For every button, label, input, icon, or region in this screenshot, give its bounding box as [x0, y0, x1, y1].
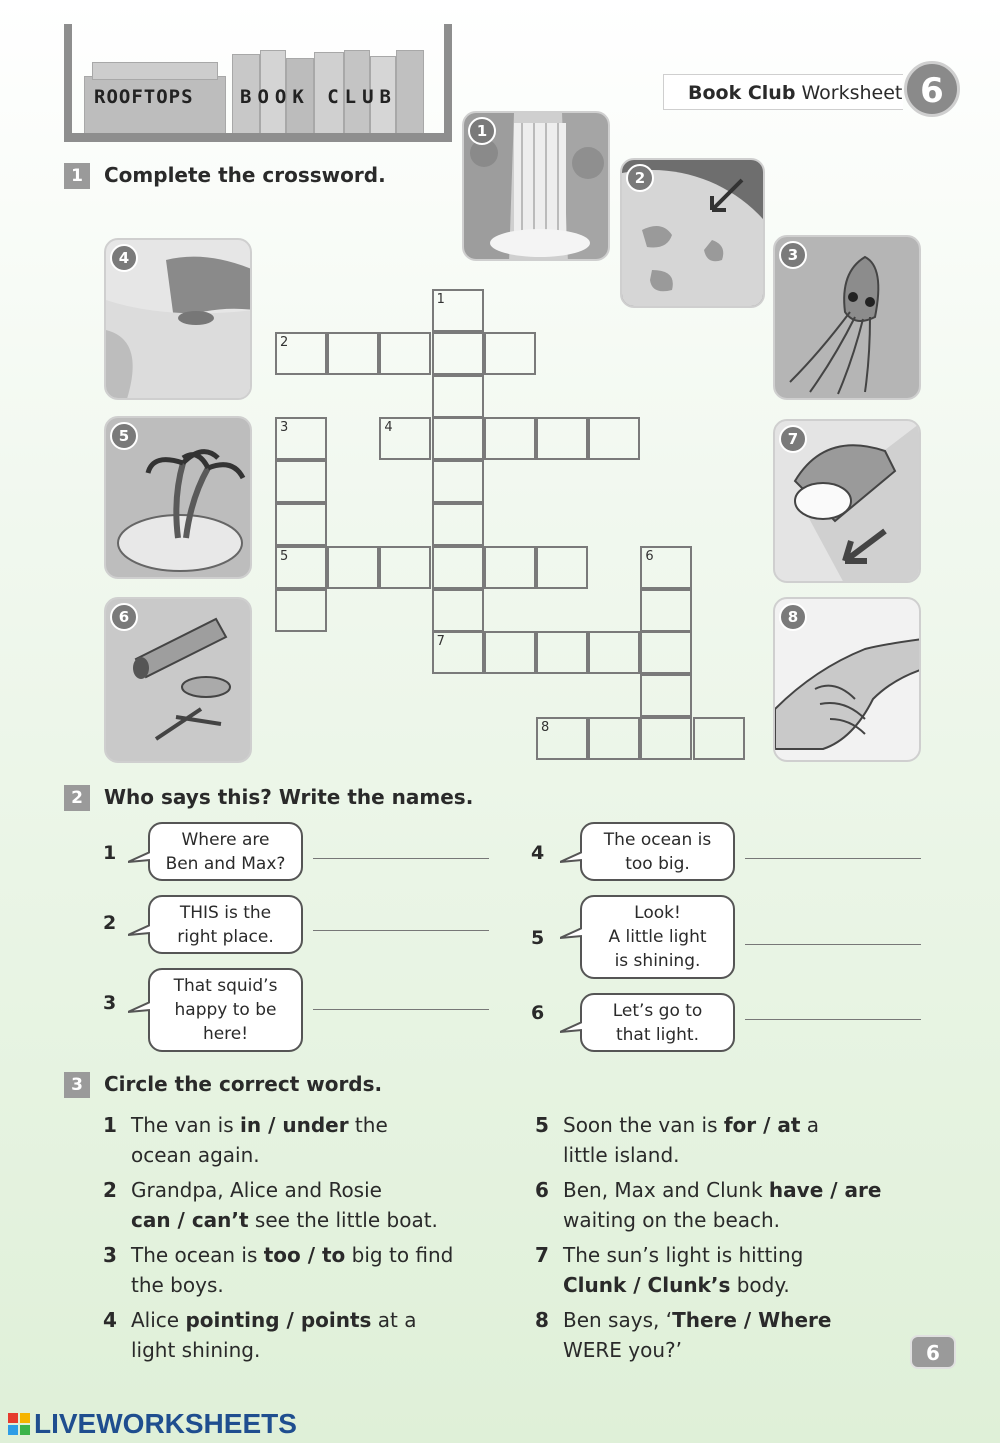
speech-item-number: 2 — [103, 912, 117, 934]
crossword-cell[interactable] — [379, 546, 431, 589]
crossword-cell[interactable] — [640, 631, 692, 674]
picture-island — [104, 416, 252, 579]
crossword-cell[interactable] — [275, 417, 327, 460]
speech-item-number: 4 — [531, 842, 545, 864]
speech-bubble-tail — [560, 928, 582, 942]
crossword-cell[interactable] — [536, 631, 588, 674]
crossword-cell[interactable] — [640, 546, 692, 589]
option-b[interactable]: at — [777, 1113, 801, 1137]
logo-rooftops: ROOFTOPS — [94, 86, 194, 108]
answer-line[interactable] — [745, 944, 921, 945]
circle-item-6: 6 Ben, Max and Clunk have / are waiting on the beach. — [535, 1178, 882, 1232]
picture-waterfall — [462, 111, 610, 261]
option-b[interactable]: Clunk’s — [647, 1273, 731, 1297]
picture-badge: 6 — [110, 603, 138, 631]
answer-line[interactable] — [313, 858, 489, 859]
speech-bubble-tail — [128, 925, 150, 939]
crossword-cell[interactable] — [484, 332, 536, 375]
crossword-cell[interactable] — [432, 546, 484, 589]
circle-item-7: 7 The sun’s light is hitting Clunk / Clunk’s body. — [535, 1243, 804, 1297]
speech-bubble: Let’s go to that light. — [580, 993, 735, 1052]
option-a[interactable]: have — [768, 1178, 824, 1202]
circle-item-3: 3 The ocean is too / to big to find the boys. — [103, 1243, 454, 1297]
crossword-cell[interactable] — [275, 546, 327, 589]
speech-bubble-tail — [128, 852, 150, 866]
crossword-cell[interactable] — [327, 332, 379, 375]
crossword-cell[interactable] — [588, 717, 640, 760]
circle-item-5: 5 Soon the van is for / at a little island. — [535, 1113, 820, 1167]
circle-item-4: 4 Alice pointing / points at a light shining. — [103, 1308, 417, 1362]
option-b[interactable]: can’t — [191, 1208, 249, 1232]
worksheet-label: Book Club Worksheet — [663, 74, 903, 110]
crossword-cell[interactable] — [379, 417, 431, 460]
section-3-number: 3 — [64, 1072, 90, 1098]
logo-book-club: BOOK CLUB — [240, 86, 397, 108]
clue-number: 5 — [280, 548, 289, 564]
picture-badge: 4 — [110, 244, 138, 272]
crossword-cell[interactable] — [432, 289, 484, 332]
section-1-number: 1 — [64, 163, 90, 189]
option-a[interactable]: in — [240, 1113, 262, 1137]
crossword-cell[interactable] — [640, 717, 692, 760]
option-b[interactable]: to — [322, 1243, 346, 1267]
speech-bubble: Where are Ben and Max? — [148, 822, 303, 881]
speech-bubble: That squid’s happy to be here! — [148, 968, 303, 1052]
crossword-cell[interactable] — [588, 417, 640, 460]
crossword-cell[interactable] — [588, 631, 640, 674]
answer-line[interactable] — [745, 858, 921, 859]
crossword-cell[interactable] — [640, 674, 692, 717]
option-b[interactable]: Where — [758, 1308, 832, 1332]
crossword-cell[interactable] — [327, 546, 379, 589]
worksheet-number-badge: 6 — [904, 61, 960, 117]
answer-line[interactable] — [313, 1009, 489, 1010]
crossword-cell[interactable] — [432, 375, 484, 418]
option-a[interactable]: can — [131, 1208, 171, 1232]
option-a[interactable]: Clunk — [563, 1273, 627, 1297]
crossword-cell[interactable] — [640, 589, 692, 632]
option-b[interactable]: under — [282, 1113, 349, 1137]
speech-item-number: 3 — [103, 992, 117, 1014]
clue-number: 4 — [384, 420, 393, 436]
liveworksheets-logo[interactable]: LIVEWORKSHEETS — [8, 1408, 297, 1440]
clue-number: 6 — [645, 548, 654, 564]
option-a[interactable]: for — [723, 1113, 757, 1137]
option-a[interactable]: pointing — [185, 1308, 280, 1332]
circle-item-8: 8 Ben says, ‘There / Where WERE you?’ — [535, 1308, 832, 1362]
circle-item-2: 2 Grandpa, Alice and Rosie can / can’t see the little boat. — [103, 1178, 438, 1232]
speech-item-number: 1 — [103, 842, 117, 864]
page-number: 6 — [910, 1335, 956, 1369]
picture-badge: 7 — [779, 425, 807, 453]
picture-squid — [773, 235, 921, 400]
option-a[interactable]: There — [672, 1308, 737, 1332]
liveworksheets-icon — [8, 1413, 30, 1435]
picture-pipe-coin-screws — [104, 597, 252, 763]
crossword-cell[interactable] — [432, 503, 484, 546]
crossword-cell[interactable] — [693, 717, 745, 760]
answer-line[interactable] — [313, 930, 489, 931]
clue-number: 1 — [436, 292, 445, 307]
picture-lamp — [773, 419, 921, 583]
picture-hands — [773, 597, 921, 762]
crossword-cell[interactable] — [536, 546, 588, 589]
picture-badge: 2 — [626, 164, 654, 192]
crossword-cell[interactable] — [536, 417, 588, 460]
option-a[interactable]: too — [263, 1243, 301, 1267]
section-2-number: 2 — [64, 785, 90, 811]
speech-bubble: The ocean is too big. — [580, 822, 735, 881]
speech-item-number: 5 — [531, 927, 545, 949]
circle-item-1: 1 The van is in / under the ocean again. — [103, 1113, 388, 1167]
crossword-cell[interactable] — [432, 589, 484, 632]
picture-earth — [620, 158, 765, 308]
crossword-cell[interactable] — [275, 460, 327, 503]
crossword-cell[interactable] — [484, 417, 536, 460]
speech-item-number: 6 — [531, 1002, 545, 1024]
picture-badge: 3 — [779, 241, 807, 269]
picture-badge: 8 — [779, 603, 807, 631]
crossword-cell[interactable] — [536, 717, 588, 760]
crossword-cell[interactable] — [432, 417, 484, 460]
speech-bubble: THIS is the right place. — [148, 895, 303, 954]
clue-number: 8 — [541, 720, 550, 735]
clue-number: 7 — [436, 634, 445, 650]
picture-badge: 1 — [468, 117, 496, 145]
crossword-cell[interactable] — [432, 460, 484, 503]
option-b[interactable]: points — [300, 1308, 372, 1332]
crossword-cell[interactable] — [484, 546, 536, 589]
picture-badge: 5 — [110, 422, 138, 450]
section-2-title: Who says this? Write the names. — [104, 785, 474, 809]
section-1-title: Complete the crossword. — [104, 163, 386, 187]
section-3-title: Circle the correct words. — [104, 1072, 383, 1096]
clue-number: 3 — [280, 420, 289, 436]
speech-bubble: Look! A little light is shining. — [580, 895, 735, 979]
speech-bubble-tail — [560, 1022, 582, 1036]
answer-line[interactable] — [745, 1019, 921, 1020]
speech-bubble-tail — [128, 1002, 150, 1016]
crossword-cell[interactable] — [432, 631, 484, 674]
option-b[interactable]: are — [844, 1178, 882, 1202]
book-club-logo — [64, 24, 452, 146]
picture-beach — [104, 238, 252, 400]
crossword-cell[interactable] — [275, 503, 327, 546]
crossword-cell[interactable] — [484, 631, 536, 674]
clue-number: 2 — [280, 334, 289, 350]
speech-bubble-tail — [560, 852, 582, 866]
crossword-cell[interactable] — [275, 589, 327, 632]
crossword-cell[interactable] — [379, 332, 431, 375]
crossword-cell[interactable] — [432, 332, 484, 375]
crossword-cell[interactable] — [275, 332, 327, 375]
